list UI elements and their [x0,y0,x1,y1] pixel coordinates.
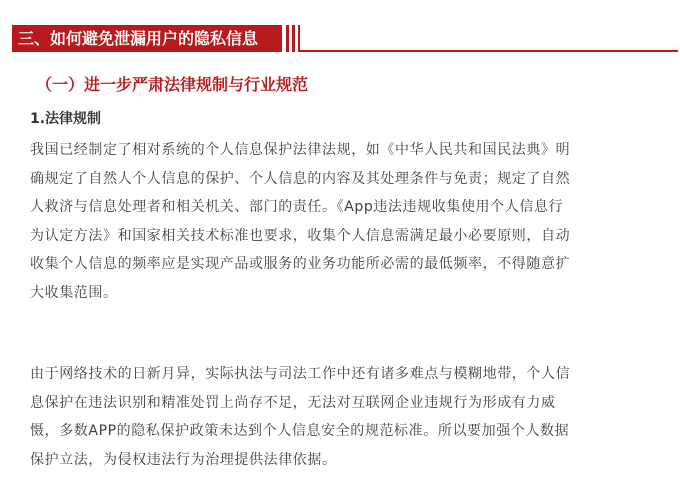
item-title: 1.法律规制 [30,111,102,127]
decorative-stripe [298,25,300,52]
paragraph-1 [30,136,664,308]
subsection-title: （一）进一步严肃法律规制与行业规范 [36,75,309,94]
paragraph-2 [30,360,664,474]
decorative-stripe [292,25,295,52]
section-title-bar [12,25,282,52]
section-title: 三、如何避免泄漏用户的隐私信息 [18,29,259,48]
paragraph-line: 保护立法，为侵权违法行为治理提供法律依据。 [30,451,337,468]
paragraph-line: 大收集范围。 [30,284,118,301]
paragraph-line: 人救济与信息处理者和相关机关、部门的责任。《App违法违规收集使用个人信息行 [30,199,564,216]
paragraph-line: 为认定方法》和国家相关技术标准也要求，收集个人信息需满足最小必要原则，自动 [30,227,571,244]
paragraph-line: 息保护在违法识别和精准处罚上尚存不足，无法对互联网企业违规行为形成有力威 [30,394,556,411]
paragraph-line: 慑，多数APP的隐私保护政策未达到个人信息安全的规范标准。所以要加强个人数据 [30,423,570,440]
paragraph-line: 由于网络技术的日新月异，实际执法与司法工作中还有诸多难点与模糊地带，个人信 [30,366,571,382]
decorative-stripe [286,25,289,52]
section-header [12,25,678,52]
paragraph-line: 确规定了自然人个人信息的保护、个人信息的内容及其处理条件与免责；规定了自然 [30,170,571,187]
section-underline [298,50,678,52]
paragraph-line: 收集个人信息的频率应是实现产品或服务的业务功能所必需的最低频率，不得随意扩 [30,256,571,273]
paragraph-line: 我国已经制定了相对系统的个人信息保护法律法规，如《中华人民共和国民法典》明 [30,142,571,158]
